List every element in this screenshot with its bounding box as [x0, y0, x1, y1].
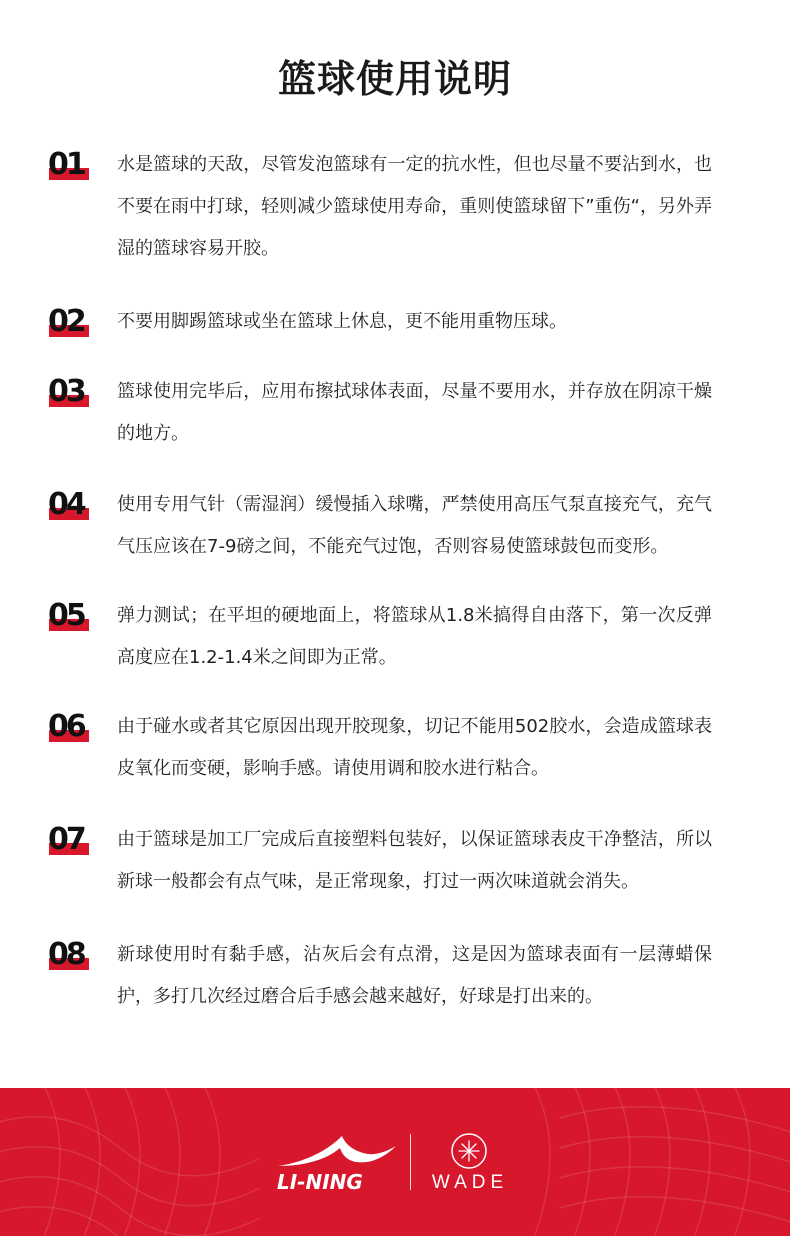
item-number: 03: [48, 374, 84, 409]
item-number-badge: [48, 709, 92, 750]
item-number: 02: [48, 304, 84, 339]
item-number-badge: [48, 598, 92, 639]
item-text: 由于篮球是加工厂完成后直接塑料包装好，以保证篮球表皮干净整洁，所以新球一般都会有点气味，是正常现象，打过一两次味道就会消失。: [117, 829, 712, 892]
item-number: 06: [48, 709, 84, 744]
item-number-badge: [48, 487, 92, 528]
item-number-badge: [48, 937, 92, 978]
item-number-badge: [48, 147, 92, 188]
item-text: 篮球使用完毕后，应用布擦拭球体表面，尽量不要用水，并存放在阴凉干燥的地方。: [117, 381, 712, 444]
lining-swoosh-icon: [276, 1132, 398, 1170]
brand-name: LI-NING: [277, 1170, 363, 1194]
item-text: 新球使用时有黏手感，沾灰后会有点滑，这是因为篮球表面有一层薄蜡保护，多打几次经过磨合后手感会越来越好，好球是打出来的。: [117, 944, 712, 1007]
item-number: 07: [48, 822, 84, 857]
item-number-badge: [48, 822, 92, 863]
brand-logos: [0, 1088, 790, 1236]
item-number: 05: [48, 598, 84, 633]
item-number-badge: [48, 304, 92, 345]
brand-footer: [0, 1088, 790, 1236]
logo-divider: [410, 1134, 411, 1190]
item-number-badge: [48, 374, 92, 415]
item-text: 使用专用气针（需湿润）缓慢插入球嘴，严禁使用高压气泵直接充气，充气气压应该在7-9磅之间，不能充气过饱，否则容易使篮球鼓包而变形。: [117, 494, 712, 557]
item-number: 04: [48, 487, 84, 522]
item-number: 01: [48, 147, 84, 182]
item-text: 不要用脚踢篮球或坐在篮球上休息，更不能用重物压球。: [117, 311, 567, 332]
page-title: 篮球使用说明: [277, 57, 512, 101]
item-text: 由于碰水或者其它原因出现开胶现象，切记不能用502胶水，会造成篮球表皮氧化而变硬，影响手感。请使用调和胶水进行粘合。: [117, 716, 712, 779]
item-number: 08: [48, 937, 84, 972]
wade-emblem-icon: [450, 1132, 488, 1170]
item-text: 水是篮球的天敌，尽管发泡篮球有一定的抗水性，但也尽量不要沾到水，也不要在雨中打球，轻则减少篮球使用寿命，重则使篮球留下”重伤“，另外弄湿的篮球容易开胶。: [117, 154, 712, 259]
sub-brand-name: WADE: [431, 1172, 509, 1193]
item-text: 弹力测试；在平坦的硬地面上，将篮球从1.8米搞得自由落下，第一次反弹高度应在1.2-1.4米之间即为正常。: [117, 605, 712, 668]
